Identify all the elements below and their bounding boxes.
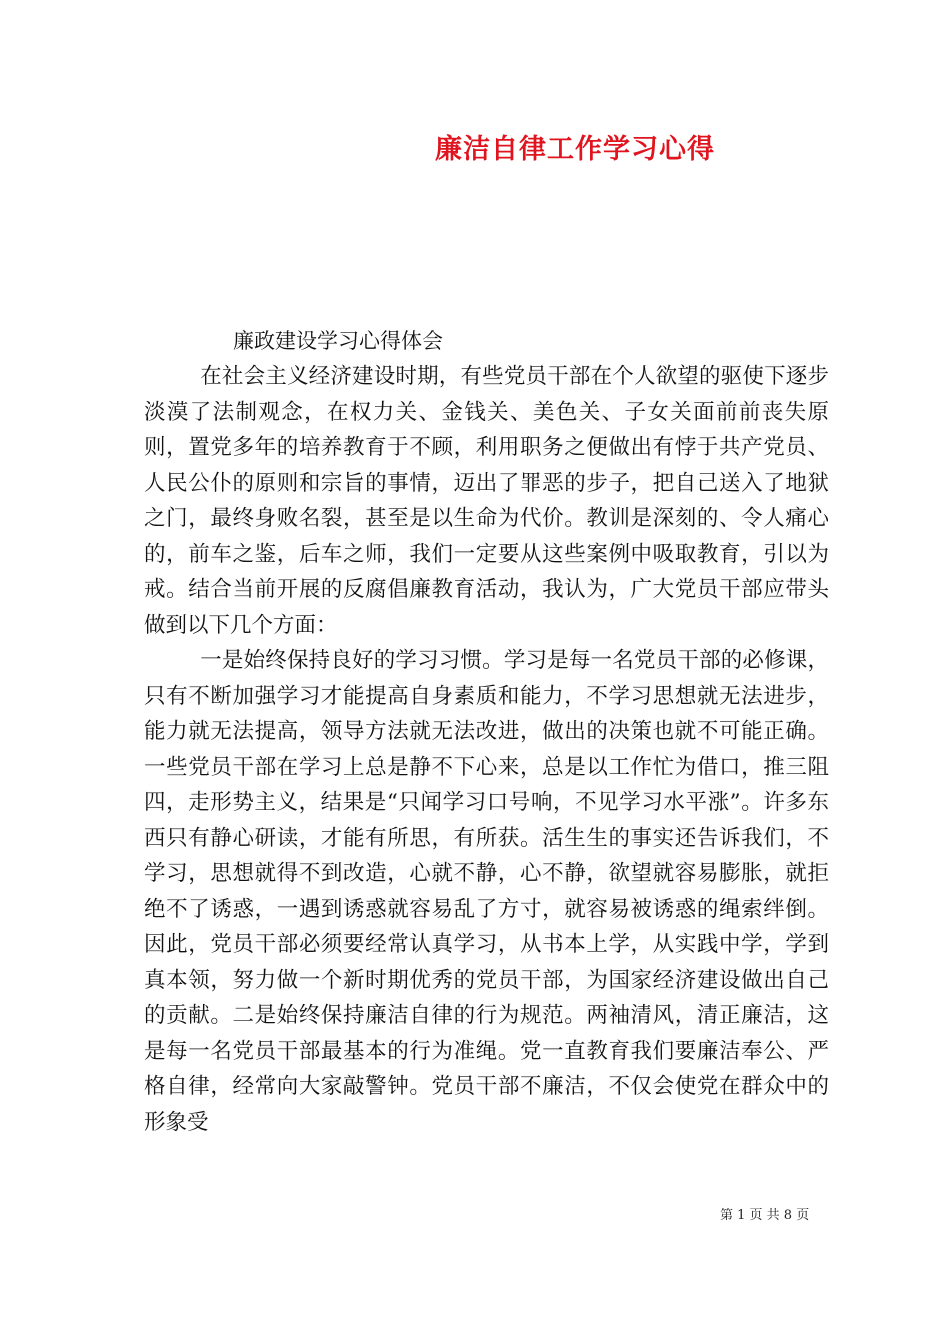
body-paragraph-1: 在社会主义经济建设时期，有些党员干部在个人欲望的驱使下逐步淡漠了法制观念，在权力关、金钱关、美色关、子女关面前前丧失原则，置党多年的培养教育于不顾，利用职务之便做出有悖于共产党员、人民公仆的原则和宗旨的事情，迈出了罪恶的步子，把自己送入了地狱之门，最终身败名裂，甚至是以生命为代价。教训是深刻的、令人痛心的，前车之鉴，后车之师，我们一定要从这些案例中吸取教育，引以为戒。结合当前开展的反腐倡廉教育活动，我认为，广大党员干部应带头做到以下几个方面： [144, 364, 829, 638]
document-title: 廉洁自律工作学习心得 [435, 134, 715, 165]
page-number-footer: 第 1 页 共 8 页 [720, 1208, 810, 1223]
title-area [0, 0, 950, 200]
document-body [144, 359, 829, 1140]
document-subtitle: 廉政建设学习心得体会 [233, 329, 443, 353]
body-paragraph-2: 一是始终保持良好的学习习惯。学习是每一名党员干部的必修课，只有不断加强学习才能提高自身素质和能力，不学习思想就无法进步，能力就无法提高，领导方法就无法改进，做出的决策也就不可能正确。一些党员干部在学习上总是静不下心来，总是以工作忙为借口，推三阻四，走形势主义，结果是“只闻学习口号响，不见学习水平涨”。许多东西只有静心研读，才能有所思，有所获。活生生的事实还告诉我们，不学习，思想就得不到改造，心就不静，心不静，欲望就容易膨胀，就拒绝不了诱惑，一遇到诱惑就容易乱了方寸，就容易被诱惑的绳索绊倒。因此，党员干部必须要经常认真学习，从书本上学，从实践中学，学到真本领，努力做一个新时期优秀的党员干部，为国家经济建设做出自己的贡献。二是始终保持廉洁自律的行为规范。两袖清风，清正廉洁，这是每一名党员干部最基本的行为准绳。党一直教育我们要廉洁奉公、严格自律，经常向大家敲警钟。党员干部不廉洁，不仅会使党在群众中的形象受 [144, 648, 829, 1135]
